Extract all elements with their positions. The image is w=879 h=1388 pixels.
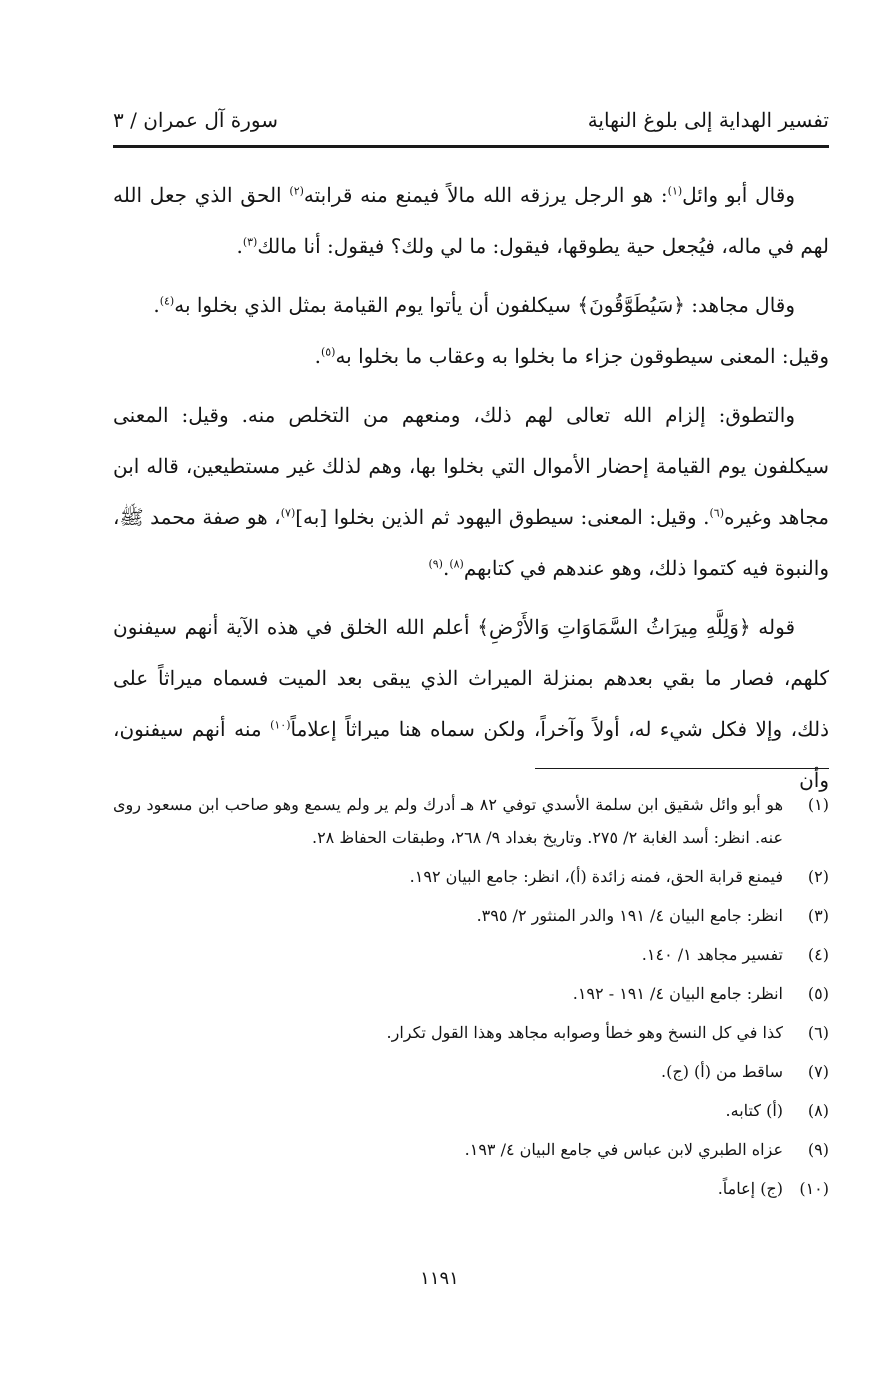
footnote-text: ساقط من (أ) (ج). (661, 1062, 783, 1081)
footnote (113, 1172, 829, 1205)
book-title: تفسير الهداية إلى بلوغ النهاية (587, 108, 829, 132)
footnote (113, 899, 829, 932)
footnote-number: (١) (807, 795, 829, 814)
footnote (113, 788, 829, 854)
text-run: وقال أبو وائل (682, 183, 795, 207)
footnote (113, 1094, 829, 1127)
text-run: والتطوق: إلزام الله تعالى لهم ذلك، ومنعهم من التخلص منه. وقيل: المعنى سيكلفون يوم القيامة إحضار الأموال التي بخلوا بها، وهم لذلك غير مستطيعين، قاله ابن مجاهد وغيره (113, 403, 829, 529)
footnote-text: انظر: جامع البيان ٤/ ١٩١ - ١٩٢. (572, 984, 783, 1003)
footnote-marker: (٦) (709, 506, 724, 520)
footnote-number: (٣) (807, 906, 829, 925)
footnote-number: (٥) (807, 984, 829, 1003)
footnote-number: (٦) (807, 1023, 829, 1042)
text-run: . وقيل: المعنى: سيطوق اليهود ثم الذين بخلوا [به] (295, 505, 710, 529)
footnote-marker: (٩) (428, 557, 443, 571)
footnote (113, 1016, 829, 1049)
footnote-marker: (١٠) (270, 718, 291, 732)
footnote-marker: (٥) (320, 345, 336, 359)
footnote-text: تفسير مجاهد ١/ ١٤٠. (641, 945, 783, 964)
footnote-marker: (٤) (159, 294, 175, 308)
paragraph (113, 331, 829, 382)
paragraph (113, 280, 829, 331)
footnote-marker: (٢) (289, 184, 304, 198)
footnote-separator (535, 768, 829, 769)
main-text (113, 170, 829, 806)
text-run: . (236, 234, 243, 258)
footnote-text: هو أبو وائل شقيق ابن سلمة الأسدي توفي ٨٢ هـ أدرك ولم ير ولم يسمع وهو صاحب ابن مسعود روى عنه. انظر: أسد الغابة ٢/ ٢٧٥. وتاريخ بغداد ٩/ ٢٦٨، وطبقات الحفاظ ٢٨. (113, 795, 784, 847)
text-run: وقال مجاهد: ﴿سَيُطَوَّقُونَ﴾ سيكلفون أن يأتوا يوم القيامة بمثل الذي بخلوا به (174, 293, 795, 317)
text-run: . (442, 556, 450, 580)
footnote-number: (١٠) (799, 1179, 829, 1198)
footnote-text: (ج) إعاماً. (717, 1179, 783, 1198)
footnote (113, 860, 829, 893)
footnote-text: عزاه الطبري لابن عباس في جامع البيان ٤/ ١٩٣. (464, 1140, 783, 1159)
footnote (113, 1055, 829, 1088)
footnote (113, 1133, 829, 1166)
footnote-text: انظر: جامع البيان ٤/ ١٩١ والدر المنثور ٢/ ٣٩٥. (476, 906, 783, 925)
paragraph (113, 170, 829, 272)
footnote (113, 977, 829, 1010)
footnote-number: (٨) (807, 1101, 829, 1120)
footnote-number: (٢) (807, 867, 829, 886)
footnote-list (113, 788, 829, 1211)
footnote-marker: (٣) (242, 235, 258, 249)
text-run: . (153, 293, 160, 317)
footnote-text: فيمنع قرابة الحق، فمنه زائدة (أ)، انظر: جامع البيان ١٩٢. (409, 867, 783, 886)
page-number: ١١٩١ (420, 1268, 459, 1289)
footnote-marker: (٨) (449, 557, 464, 571)
footnote-marker: (١) (667, 184, 683, 198)
paragraph (113, 390, 829, 594)
footnote-marker: (٧) (280, 506, 296, 520)
paragraph (113, 602, 829, 806)
text-run: . (314, 344, 321, 368)
footnote-number: (٧) (807, 1062, 829, 1081)
text-run: : هو الرجل يرزقه الله مالاً فيمنع منه قرابته (303, 183, 668, 207)
surah-name: سورة آل عمران / ٣ (113, 108, 279, 132)
header-rule (113, 145, 829, 148)
footnote (113, 938, 829, 971)
text-run: الحق الذي جعل الله لهم في ماله، فيُجعل حية يطوقها، فيقول: ما لي ولك؟ فيقول: أنا مالك (113, 183, 829, 258)
running-header (113, 98, 829, 142)
text-run: ، هو صفة محمد ﷺ، والنبوة فيه كتموا ذلك، وهو عندهم في كتابهم (113, 505, 829, 580)
footnote-text: (أ) كتابه. (725, 1101, 783, 1120)
footnote-number: (٩) (807, 1140, 829, 1159)
footnote-text: كذا في كل النسخ وهو خطأ وصوابه مجاهد وهذا القول تكرار. (386, 1023, 783, 1042)
text-run: وقيل: المعنى سيطوقون جزاء ما بخلوا به وعقاب ما بخلوا به (335, 344, 829, 368)
text-run: قوله ﴿وَلِلَّهِ مِيرَاثُ السَّمَاوَاتِ وَالأَرْضِ﴾ أعلم الله الخلق في هذه الآية أنهم سيفنون كلهم، فصار ما بقي بعدهم بمنزلة الميراث الذي يبقى بعد الميت فسماه ميراثاً على ذلك، وإلا فكل شيء له، أولاً وآخراً، ولكن سماه هنا ميراثاً إعلاماً (113, 615, 829, 741)
text-run: منه أنهم سيفنون، وأن (113, 717, 829, 792)
footnote-number: (٤) (807, 945, 829, 964)
